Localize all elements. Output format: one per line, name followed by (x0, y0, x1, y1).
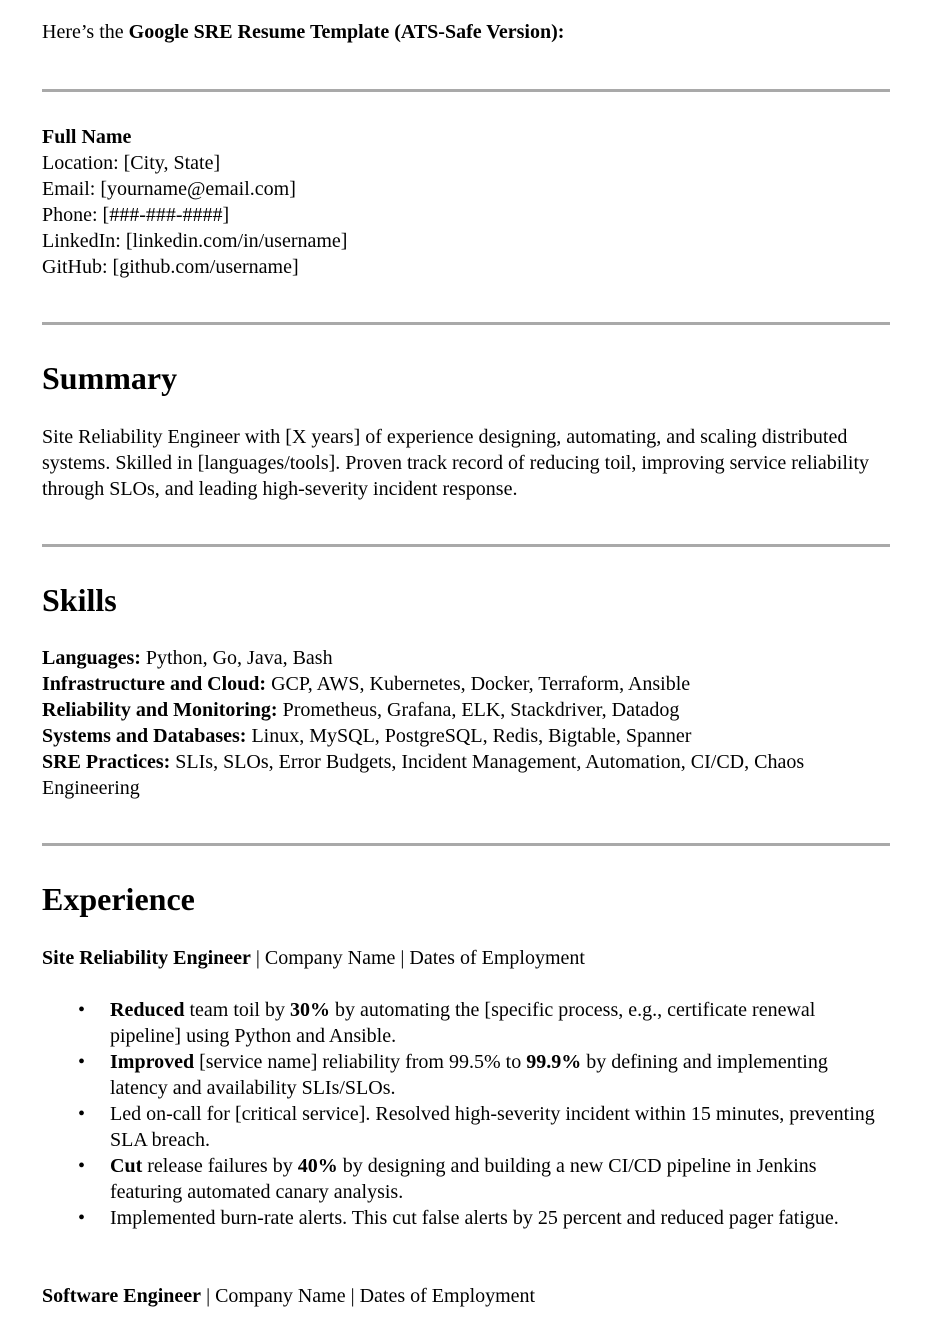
skill-value: GCP, AWS, Kubernetes, Docker, Terraform, Ansible (266, 673, 691, 695)
bullet-text: by automating the [specific process, e.g., certificate renewal pipeline] using Python and Ansible. (110, 999, 816, 1047)
bullet-text: Led on-call for [critical service]. Resolved high-severity incident within 15 minutes, preventing SLA breach. (110, 1103, 875, 1151)
divider (42, 89, 890, 92)
skill-row (42, 723, 890, 749)
full-name: Full Name (42, 126, 132, 148)
bullet-text: [service name] reliability from 99.5% to (194, 1051, 527, 1073)
skill-value: Prometheus, Grafana, ELK, Stackdriver, Datadog (277, 699, 680, 721)
skill-label: SRE Practices: (42, 751, 171, 773)
list-item (78, 1049, 890, 1101)
list-item (78, 1101, 890, 1153)
bullet-icon: • (78, 1155, 86, 1177)
intro-title: Google SRE Resume Template (ATS-Safe Version): (128, 21, 565, 43)
skill-row (42, 749, 890, 801)
divider (42, 544, 890, 547)
skill-row (42, 671, 890, 697)
bullet-text: team toil by (184, 999, 290, 1021)
divider (42, 843, 890, 846)
list-item (78, 997, 890, 1049)
phone-line: Phone: [###-###-####] (42, 204, 230, 226)
divider (42, 322, 890, 325)
job-title: Site Reliability Engineer (42, 947, 251, 969)
bullet-text: by defining and implementing latency and availability SLIs/SLOs. (110, 1051, 828, 1099)
skill-label: Systems and Databases: (42, 725, 247, 747)
bullet-icon: • (78, 1051, 86, 1073)
skill-label: Reliability and Monitoring: (42, 699, 278, 721)
location-line: Location: [City, State] (42, 152, 221, 174)
skill-label: Infrastructure and Cloud: (42, 673, 267, 695)
summary-text: Site Reliability Engineer with [X years] of experience designing, automating, and scaling distributed systems. Skilled in [languages/tools]. Proven track record of reducing toil, improving service reliability through SLOs, and leading high-severity incident response. (42, 426, 870, 500)
job-title-line (42, 945, 585, 971)
bullet-icon: • (78, 1207, 86, 1229)
skill-label: Languages: (42, 647, 141, 669)
contact-block (42, 124, 347, 280)
intro-prefix: Here’s the (42, 21, 129, 43)
list-item (78, 1153, 890, 1205)
skill-value: SLIs, SLOs, Error Budgets, Incident Management, Automation, CI/CD, Chaos Engineering (42, 751, 805, 799)
skill-value: Python, Go, Java, Bash (140, 647, 333, 669)
bullet-icon: • (78, 1103, 86, 1125)
github-line: GitHub: [github.com/username] (42, 256, 299, 278)
bullet-emphasis: Cut (110, 1155, 143, 1177)
email-line: Email: [yourname@email.com] (42, 178, 296, 200)
bullet-emphasis: Improved (110, 1051, 195, 1073)
experience-heading: Experience (42, 881, 195, 917)
skill-row (42, 645, 890, 671)
bullet-metric: 30% (290, 999, 330, 1021)
skill-value: Linux, MySQL, PostgreSQL, Redis, Bigtable, Spanner (246, 725, 692, 747)
linkedin-line: LinkedIn: [linkedin.com/in/username] (42, 230, 348, 252)
bullet-text: by designing and building a new CI/CD pipeline in Jenkins featuring automated canary analysis. (110, 1155, 817, 1203)
job-details: | Company Name | Dates of Employment (201, 1285, 536, 1307)
job-title: Software Engineer (42, 1285, 202, 1307)
bullet-emphasis: Reduced (110, 999, 185, 1021)
skill-row (42, 697, 890, 723)
bullet-metric: 40% (297, 1155, 338, 1177)
bullet-icon: • (78, 999, 86, 1021)
bullet-text: release failures by (142, 1155, 298, 1177)
list-item (78, 1205, 890, 1231)
bullet-text: Implemented burn-rate alerts. This cut false alerts by 25 percent and reduced pager fatigue. (110, 1207, 839, 1229)
skills-list (42, 645, 890, 801)
job-details: | Company Name | Dates of Employment (250, 947, 585, 969)
job-title-line (42, 1283, 535, 1309)
bullet-metric: 99.9% (526, 1051, 582, 1073)
skills-heading: Skills (42, 582, 117, 618)
experience-bullets (42, 997, 890, 1231)
summary-heading: Summary (42, 360, 178, 396)
intro-line (42, 19, 564, 45)
